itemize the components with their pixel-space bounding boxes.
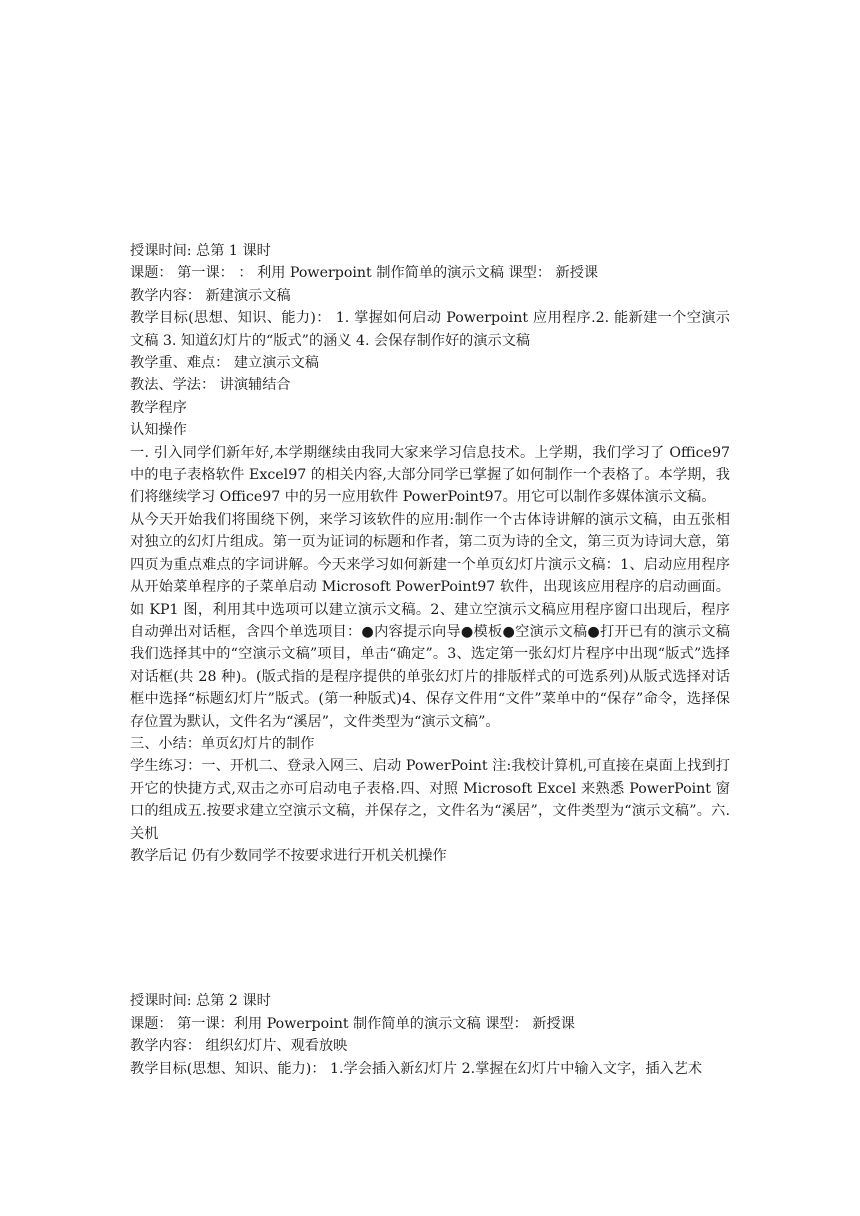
lesson-goals: 教学目标(思想、知识、能力)： 1. 掌握如何启动 Powerpoint 应用程序.2. 能新建一个空演示文稿 3. 知道幻灯片的“版式”的涵义 4. 会保存制作好的演示文稿 bbox=[130, 310, 730, 349]
lesson-time: 授课时间: 总第 2 课时 bbox=[130, 993, 271, 1010]
lesson-2-section bbox=[130, 990, 730, 1080]
intro-paragraph: 一. 引入同学们新年好,本学期继续由我同大家来学习信息技术。上学期，我们学习了 Office97 中的电子表格软件 Excel97 的相关内容,大部分同学已掌握了如何制作一个表格了。本学期，我们将继续学习 Office97 中的另一应用软件 PowerPoint97。用它可以制作多媒体演示文稿。 bbox=[130, 444, 730, 506]
lesson-key-points: 教学重、难点： 建立演示文稿 bbox=[130, 355, 319, 372]
procedure-heading: 教学程序 bbox=[130, 399, 187, 416]
afterword-line: 教学后记 仍有少数同学不按要求进行开机关机操作 bbox=[130, 847, 447, 864]
cognition-heading: 认知操作 bbox=[130, 422, 187, 439]
lesson-topic: 课题： 第一课： ： 利用 Powerpoint 制作简单的演示文稿 课型： 新授课 bbox=[130, 265, 599, 282]
lesson-1-section bbox=[130, 240, 730, 867]
lesson-time: 授课时间: 总第 1 课时 bbox=[130, 243, 271, 259]
document-body bbox=[130, 240, 730, 1080]
body-paragraph: 从今天开始我们将围绕下例，来学习该软件的应用:制作一个古体诗讲解的演示文稿，由五张相对独立的幻灯片组成。第一页为证词的标题和作者，第二页为诗的全文，第三页为诗词大意，第四页为重点难点的字词讲解。今天来学习如何新建一个单页幻灯片演示文稿：1、启动应用程序从开始菜单程序的子菜单启动 Microsoft PowerPoint97 软件，出现该应用程序的启动画面。如 KP1 图，利用其中选项可以建立演示文稿。2、建立空演示文稿应用程序窗口出现后，程序自动弹出对话框，含四个单选项目：●内容提示向导●模板●空演示文稿●打开已有的演示文稿我们选择其中的“空演示文稿”项目，单击“确定”。3、选定第一张幻灯片程序中出现“版式”选择对话框(共 28 种)。(版式指的是程序提供的单张幻灯片的排版样式的可选系列)从版式选择对话框中选择“标题幻灯片”版式。(第一种版式)4、保存文件用“文件”菜单中的“保存”命令，选择保存位置为默认，文件名为“溪居”，文件类型为“演示文稿”。 bbox=[130, 511, 730, 730]
lesson-topic: 课题： 第一课：利用 Powerpoint 制作简单的演示文稿 课型： 新授课 bbox=[130, 1015, 575, 1032]
lesson-content: 教学内容： 新建演示文稿 bbox=[130, 287, 291, 304]
section-spacer bbox=[130, 867, 730, 990]
lesson-methods: 教法、学法： 讲演辅结合 bbox=[130, 377, 291, 394]
lesson-goals: 教学目标(思想、知识、能力)： 1.学会插入新幻灯片 2.掌握在幻灯片中输入文字，插入艺术 bbox=[130, 1060, 703, 1077]
lesson-content: 教学内容： 组织幻灯片、观看放映 bbox=[130, 1038, 348, 1055]
summary-line: 三、小结：单页幻灯片的制作 bbox=[130, 735, 315, 752]
practice-paragraph: 学生练习：一、开机二、登录入网三、启动 PowerPoint 注:我校计算机,可直接在桌面上找到打开它的快捷方式,双击之亦可启动电子表格.四、对照 Microsoft Excel 来熟悉 PowerPoint 窗口的组成五.按要求建立空演示文稿，并保存之，文件名为“溪居”，文件类型为“演示文稿”。六.关机 bbox=[130, 758, 730, 842]
